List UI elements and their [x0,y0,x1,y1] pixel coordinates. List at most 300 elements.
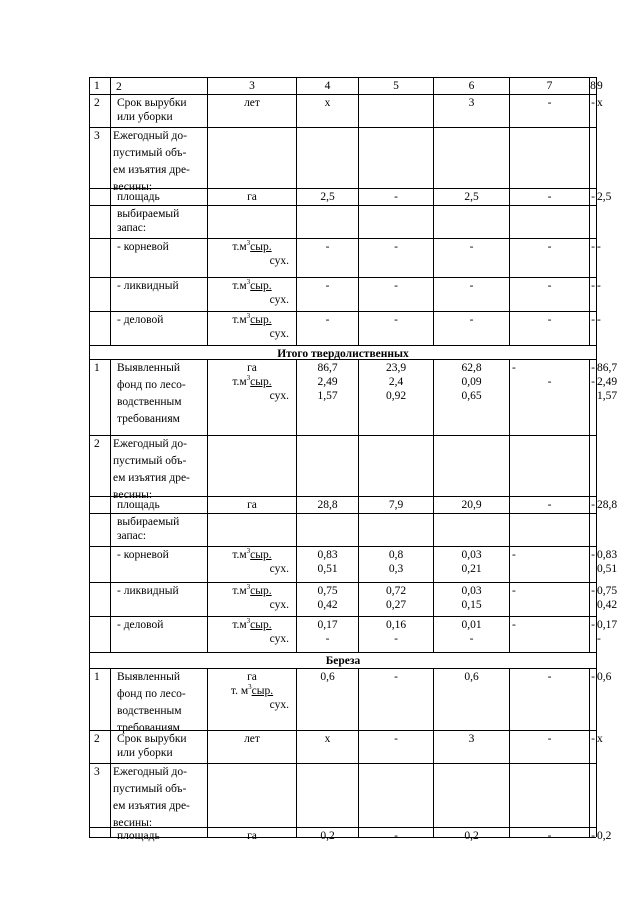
row-number-cell [89,513,110,546]
value-text: - [547,280,552,292]
header-cell-7 [509,77,589,94]
row-name-text: ем изъятия дре- [113,800,190,812]
value-cell-col-6 [433,763,509,827]
row-name-cell [110,496,207,513]
unit-text: сух. [269,599,289,611]
header-text: 1 [94,80,100,92]
value-cell-col-5 [358,94,433,127]
value-text: - [547,499,552,511]
value-cell-col-7 [509,277,589,311]
value-cell-col-8 [589,616,596,652]
value-text: - [547,241,552,253]
value-text: 2,4 [388,376,404,388]
value-cell-col-8 [589,730,596,763]
unit-text: сух. [269,328,289,340]
row-number-cell [89,359,110,435]
row-number-cell [89,827,110,837]
unit-cell [207,277,296,311]
unit-cell [207,582,296,616]
value-cell-col-4 [296,435,358,496]
value-text: 3 [468,97,475,109]
value-cell-col-9: х [596,94,597,127]
unit-cell [207,513,296,546]
unit-text: $т.м^3сыр$. [232,617,272,631]
value-cell-col-5 [358,311,433,345]
row-name-cell [110,435,207,501]
value-text: 0,65 [461,390,482,402]
value-text: - [394,633,398,645]
section-title: Итого твердолиственных [277,348,409,360]
value-cell-col-7 [509,127,589,188]
value-cell-col-5 [358,582,433,616]
value-text: 2,5 [464,191,479,203]
unit-cell [207,188,296,205]
header-cell-4 [296,77,358,94]
value-cell-col-8 [589,311,596,345]
value-cell-col-6 [433,546,509,582]
value-text: 28,8 [317,499,338,511]
row-name-cell [110,616,207,652]
value-cell-col-4 [296,827,358,842]
unit-cell [207,827,296,842]
value-text: - [591,733,595,745]
row-name-text: - деловой [117,314,164,326]
row-name-cell [110,238,207,277]
value-cell-col-7 [509,513,589,546]
header-text: 7 [546,80,553,92]
unit-text: $т.м^3сыр$. [232,312,272,326]
row-name-text: выбираемый [117,208,180,220]
value-cell-col-5 [358,827,433,842]
row-name-text: Выявленный [117,362,180,374]
row-name-text: Срок вырубки [117,97,187,109]
value-text: 0,72 [385,585,407,597]
row-name-text: Выявленный [117,671,180,683]
value-text: - [591,280,595,292]
value-cell-col-8 [589,496,596,513]
value-cell-col-7 [509,730,589,763]
value-cell-col-8 [589,238,596,277]
row-name-cell [110,763,207,827]
value-cell-col-7 [509,496,589,513]
unit-text: лет [244,97,260,109]
row-number-cell [89,616,110,652]
row-number-cell [89,763,110,827]
value-cell-col-8 [589,188,596,205]
row-name-cell [110,311,207,345]
value-cell-col-4 [296,730,358,763]
header-cell-6 [433,77,509,94]
row-name-text: фонд по лесо- [117,688,186,700]
value-text: 0,03 [461,585,482,597]
value-text: - [394,241,398,253]
value-cell-col-6 [433,435,509,496]
row-name-text: весины: [113,489,153,501]
value-cell-col-6 [433,94,509,127]
header-text: 6 [468,80,475,92]
value-cell-col-4 [296,513,358,546]
value-text: - [591,362,595,374]
unit-text: га [247,362,257,374]
row-name-text: площадь [117,191,160,203]
unit-text: $т.м^3сыр$. [232,583,272,597]
unit-cell [207,730,296,763]
value-text: - [512,362,516,374]
row-number: 2 [94,438,100,450]
value-text: 86,7 [317,362,338,374]
row-number-cell [89,94,110,127]
row-number-cell [89,205,110,238]
value-cell-col-4 [296,582,358,616]
value-cell-col-8 [589,582,596,616]
value-cell-col-5 [358,730,433,763]
value-cell-col-5 [358,496,433,513]
value-text: - [591,830,595,842]
row-name-cell [110,188,207,205]
value-cell-col-6 [433,730,509,763]
row-name-text: весины: [113,181,153,193]
value-cell-col-5 [358,359,433,435]
value-cell-col-9: - [596,311,597,345]
value-cell-col-5 [358,188,433,205]
unit-text: сух. [269,699,289,711]
row-name-text: - ликвидный [117,280,179,292]
value-text: 0,17 [317,619,338,631]
header-text: 8 [590,80,596,92]
value-cell-col-6 [433,205,509,238]
value-cell-col-5 [358,546,433,582]
unit-text: сух. [269,563,289,575]
row-name-text: Ежегодный до- [113,766,187,778]
value-text: - [591,191,595,203]
value-cell-col-7 [509,94,589,127]
value-cell-col-8 [589,94,596,127]
value-text: - [394,733,398,745]
value-text: 0,16 [385,619,407,631]
value-cell-col-5 [358,513,433,546]
value-cell-col-6 [433,238,509,277]
unit-cell [207,496,296,513]
value-cell-col-4 [296,205,358,238]
unit-cell [207,668,296,730]
value-cell-col-6 [433,127,509,188]
value-text: 0,6 [320,671,335,683]
row-name-text: - корневой [117,549,169,561]
value-text: х [324,97,331,109]
unit-cell [207,205,296,238]
row-name-text: ем изъятия дре- [113,164,190,176]
value-text: - [394,191,398,203]
row-name-cell [110,513,207,546]
row-number: 2 [94,97,100,109]
row-number-cell [89,277,110,311]
value-text: 20,9 [461,499,482,511]
value-cell-col-9: х [596,730,597,763]
value-text: 0,2 [320,830,335,842]
row-name-text: - деловой [117,619,164,631]
value-cell-col-4 [296,763,358,827]
header-text: 4 [324,80,331,92]
value-text: 0,21 [461,563,482,575]
unit-text: сух. [269,294,289,306]
row-number-cell [89,546,110,582]
value-cell-col-6 [433,616,509,652]
row-number-cell [89,730,110,763]
value-cell-col-8 [589,513,596,546]
value-text: - [394,314,398,326]
unit-cell [207,311,296,345]
row-name-text: выбираемый [117,516,180,528]
value-text: 1,57 [317,390,338,402]
unit-cell [207,238,296,277]
value-text: - [547,830,552,842]
value-cell-col-4 [296,277,358,311]
value-cell-col-7 [509,359,589,435]
row-name-text: фонд по лесо- [117,379,186,391]
value-cell-col-8 [589,668,596,730]
value-cell-col-8 [589,127,596,188]
unit-text: т. $м^3сыр$. [230,683,274,697]
value-text: - [469,633,474,645]
value-cell-col-8 [589,546,596,582]
value-text: - [591,241,595,253]
unit-text: $т.м^3сыр$. [232,278,272,292]
value-cell-col-4 [296,546,358,582]
value-text: - [591,549,595,561]
row-name-text: водственным [117,396,182,408]
value-text: - [325,314,330,326]
row-name-text: - ликвидный [117,585,179,597]
value-text: - [591,619,595,631]
value-cell-col-7 [509,827,589,842]
row-number-cell [89,668,110,730]
value-cell-col-9: 0,6 [596,668,597,730]
row-number-cell [89,311,110,345]
row-name-text: запас: [117,530,147,542]
value-cell-col-6 [433,496,509,513]
row-name-text: Ежегодный до- [113,438,187,450]
value-text: - [325,280,330,292]
row-name-text: площадь [117,499,160,511]
unit-text: га [247,830,257,842]
row-name-cell [110,827,207,842]
row-name-cell [110,277,207,311]
value-cell-col-6 [433,277,509,311]
unit-text: сух. [269,390,289,402]
row-name-text: запас: [117,222,147,234]
header-cell-2 [110,77,207,94]
section-title-row [89,345,596,359]
value-cell-col-5 [358,127,433,188]
value-text: - [512,619,516,631]
row-name-text: - корневой [117,241,169,253]
unit-text: сух. [269,633,289,645]
value-text: - [325,633,330,645]
row-name-text: весины: [113,817,153,829]
value-cell-col-8 [589,827,596,842]
row-name-text: пустимый объ- [113,783,187,795]
unit-cell [207,359,296,435]
value-cell-col-7 [509,668,589,730]
row-number: 3 [94,130,100,142]
value-text: 0,92 [385,390,407,402]
row-number: 3 [94,766,100,778]
row-name-cell [110,668,207,734]
value-cell-col-4 [296,94,358,127]
header-text: 5 [393,80,399,92]
value-text: 0,3 [388,563,404,575]
unit-cell [207,127,296,188]
row-name-text: Срок вырубки [117,733,187,745]
value-cell-col-4 [296,668,358,730]
value-cell-col-7 [509,546,589,582]
value-cell-col-4 [296,127,358,188]
value-text: - [547,97,552,109]
value-text: - [469,280,474,292]
value-text: 0,51 [317,563,338,575]
value-text: - [591,585,595,597]
value-text: - [547,733,552,745]
header-cell-5 [358,77,433,94]
value-text: 0,6 [464,671,479,683]
value-cell-col-9: 86,7 2,49 1,57 [596,359,597,435]
value-text: - [469,241,474,253]
value-text: - [591,671,595,683]
value-text: - [547,191,552,203]
header-cell-9: 9 [596,77,597,94]
value-cell-col-6 [433,827,509,842]
row-number-cell [89,188,110,205]
row-name-cell [110,205,207,238]
value-cell-col-4 [296,188,358,205]
value-cell-col-7 [509,582,589,616]
value-text: 3 [468,733,475,745]
row-name-text: или уборки [117,111,173,123]
value-cell-col-9: - [596,277,597,311]
value-text: 0,01 [461,619,482,631]
value-text: 0,15 [461,599,482,611]
value-cell-col-5 [358,435,433,496]
row-name-text: или уборки [117,747,173,759]
row-number-cell [89,127,110,188]
value-text: - [547,671,552,683]
value-cell-col-4 [296,238,358,277]
value-text: 7,9 [388,499,404,511]
value-cell-col-9: 0,83 0,51 [596,546,597,582]
value-cell-col-8 [589,435,596,496]
value-text: 2,49 [317,376,338,388]
value-cell-col-7 [509,763,589,827]
row-number-cell [89,496,110,513]
value-cell-col-7 [509,616,589,652]
row-number: 2 [94,733,100,745]
table-right-border [596,77,597,837]
value-cell-col-6 [433,359,509,435]
value-cell-col-6 [433,668,509,730]
header-text: 2 [116,81,122,93]
value-cell-col-9: 28,8 [596,496,597,513]
unit-cell [207,616,296,652]
value-cell-col-6 [433,311,509,345]
header-cell-8 [589,77,596,94]
unit-cell [207,94,296,127]
table-bottom-border [89,837,596,838]
unit-text: га [247,191,257,203]
value-text: - [469,314,474,326]
value-text: - [512,549,516,561]
row-name-text: требованиям [117,413,180,425]
value-text: х [324,733,331,745]
value-cell-col-9: - [596,238,597,277]
value-cell-col-4 [296,359,358,435]
unit-text: га [247,671,257,683]
value-cell-col-8 [589,205,596,238]
unit-cell [207,763,296,827]
value-text: - [591,314,595,326]
row-name-text: пустимый объ- [113,455,187,467]
value-cell-col-5 [358,763,433,827]
header-text: 3 [249,80,255,92]
value-cell-col-9: 0,2 [596,827,597,837]
row-number: 1 [94,671,100,683]
value-cell-col-8 [589,277,596,311]
value-cell-col-5 [358,668,433,730]
value-text: - [394,280,398,292]
value-cell-col-8 [589,359,596,435]
value-text: 62,8 [461,362,482,374]
row-name-cell [110,582,207,616]
value-text: 0,83 [317,549,338,561]
row-number-cell [89,238,110,277]
unit-text: $т.м^3сыр$. [232,547,272,561]
value-text: 0,03 [461,549,482,561]
section-title: Береза [325,655,361,667]
row-number: 1 [94,362,100,374]
row-name-cell [110,730,207,763]
value-text: 23,9 [385,362,407,374]
value-cell-col-5 [358,277,433,311]
value-text: 0,09 [461,376,482,388]
value-cell-col-5 [358,238,433,277]
value-cell-col-6 [433,582,509,616]
unit-text: га [247,499,257,511]
value-cell-col-7 [509,435,589,496]
value-text: - [591,499,595,511]
unit-cell [207,546,296,582]
unit-text: сух. [269,255,289,267]
value-cell-col-7 [509,205,589,238]
document-table [89,77,618,842]
value-text: - [325,241,330,253]
value-text: 0,2 [464,830,479,842]
value-text: - [394,671,398,683]
row-name-cell [110,94,207,127]
row-name-cell [110,127,207,193]
unit-cell [207,435,296,496]
header-cell-1 [89,77,110,94]
row-number-cell [89,582,110,616]
value-cell-col-8 [589,763,596,827]
value-cell-col-6 [433,513,509,546]
value-cell-col-9: 0,17 - [596,616,597,652]
unit-text: $т.м^3сыр$. [232,239,272,253]
value-text: 0,8 [388,549,404,561]
value-text: - [591,97,595,109]
unit-text: $т.м^3сыр$. [232,374,272,388]
unit-text: лет [244,733,260,745]
row-name-text: пустимый объ- [113,147,187,159]
value-cell-col-7 [509,188,589,205]
